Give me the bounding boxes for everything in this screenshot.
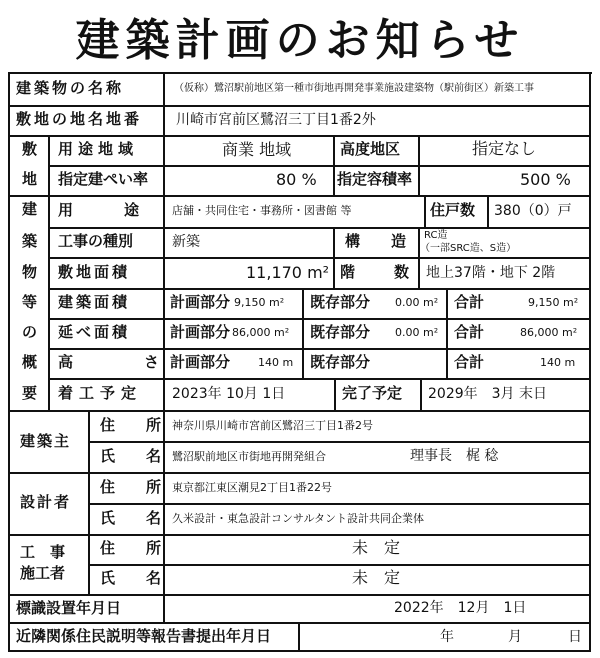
- designer-address-value: 東京都江東区潮見2丁目1番22号: [172, 481, 332, 494]
- owner-address-value: 神奈川県川崎市宮前区鷺沼三丁目1番2号: [172, 419, 373, 432]
- notice-title: 建築計画のお知らせ: [75, 15, 525, 66]
- col-line: [487, 195, 489, 227]
- col-line: [48, 135, 50, 410]
- building-side-label-3: 物: [22, 263, 38, 281]
- completion-value: 2029年 3月 末日: [428, 386, 547, 402]
- col-line: [88, 410, 90, 594]
- col-line: [163, 410, 165, 594]
- col-line: [334, 378, 336, 410]
- contractor-side-label-2: 施工者: [20, 564, 66, 582]
- site-address-label: 敷地の地名地番: [16, 110, 143, 128]
- building-name-label: 建築物の名称: [16, 79, 125, 97]
- work-type-value: 新築: [172, 234, 200, 250]
- owner-name-value: 鷺沼駅前地区市街地再開発組合: [172, 450, 326, 463]
- height-district-value: 指定なし: [472, 139, 537, 158]
- row-line: [48, 227, 591, 229]
- structure-label: 構 造: [345, 232, 415, 250]
- floor-area-planned-label: 計画部分: [170, 323, 231, 341]
- height-existing-label: 既存部分: [310, 353, 371, 371]
- row-line: [48, 257, 591, 259]
- col-line: [420, 378, 422, 410]
- building-area-planned-label: 計画部分: [170, 293, 231, 311]
- contractor-address-value: 未 定: [352, 538, 401, 557]
- completion-label: 完了予定: [342, 384, 403, 402]
- floor-area-existing-label: 既存部分: [310, 323, 371, 341]
- site-area-value: 11,170 m²: [246, 263, 330, 282]
- floor-area-existing-value: 0.00 m²: [395, 326, 439, 339]
- report-date-year: 年: [440, 629, 454, 645]
- col-line: [302, 288, 304, 378]
- row-line: [8, 472, 591, 474]
- building-name-value: （仮称）鷺沼駅前地区第一種市街地再開発事業施設建築物（駅前街区）新築工事: [174, 83, 534, 94]
- height-label: 高 さ: [58, 353, 188, 371]
- frame-bottom: [8, 650, 591, 652]
- designer-name-label: 氏 名: [100, 509, 170, 527]
- contractor-name-label: 氏 名: [100, 569, 170, 587]
- building-area-planned-value: 9,150 m²: [234, 296, 285, 309]
- report-date-label: 近隣関係住民説明等報告書提出年月日: [16, 627, 272, 645]
- height-planned-value: 140 m: [258, 356, 294, 369]
- sign-date-value: 2022年 12月 1日: [394, 600, 527, 616]
- units-value: 380（0）戸: [494, 203, 572, 219]
- contractor-address-label: 住 所: [100, 539, 170, 557]
- col-line: [298, 622, 300, 650]
- floor-area-total-value: 86,000 m²: [520, 326, 578, 339]
- building-area-existing-value: 0.00 m²: [395, 296, 439, 309]
- start-value: 2023年 10月 1日: [172, 386, 286, 402]
- site-area-label: 敷地面積: [58, 263, 131, 281]
- units-label: 住戸数: [430, 201, 476, 219]
- site-side-label-1: 敷: [22, 140, 38, 158]
- site-side-label-2: 地: [22, 170, 38, 188]
- owner-name-label: 氏 名: [100, 447, 170, 465]
- height-total-label: 合計: [454, 353, 485, 371]
- building-area-existing-label: 既存部分: [310, 293, 371, 311]
- owner-side-label: 建築主: [20, 432, 72, 450]
- report-date-month: 月: [508, 629, 522, 645]
- col-line: [163, 72, 165, 135]
- floor-area-label: 延べ面積: [58, 323, 131, 341]
- far-label: 指定容積率: [337, 170, 413, 188]
- structure-value-2: （一部SRC造、S造）: [420, 243, 517, 254]
- designer-side-label: 設計者: [20, 493, 72, 511]
- col-line: [163, 594, 165, 622]
- building-area-total-label: 合計: [454, 293, 485, 311]
- frame-left: [8, 72, 10, 652]
- building-side-label-4: 等: [22, 293, 38, 311]
- contractor-side-label-1: 工 事: [20, 543, 66, 561]
- floor-area-total-label: 合計: [454, 323, 485, 341]
- building-area-label: 建築面積: [58, 293, 131, 311]
- row-line: [8, 135, 591, 137]
- building-side-label-1: 建: [22, 200, 38, 218]
- site-address-value: 川崎市宮前区鷺沼三丁目1番2外: [176, 112, 376, 128]
- floors-label: 階 数: [340, 263, 422, 281]
- building-side-label-7: 要: [22, 384, 38, 402]
- floors-value: 地上37階・地下 2階: [426, 265, 556, 281]
- height-planned-label: 計画部分: [170, 353, 231, 371]
- building-side-label-5: の: [22, 323, 38, 341]
- work-type-label: 工事の種別: [58, 232, 134, 250]
- coverage-label: 指定建ぺい率: [58, 170, 149, 188]
- row-line: [48, 348, 591, 350]
- row-line: [8, 534, 591, 536]
- designer-name-value: 久米設計・東急設計コンサルタント設計共同企業体: [172, 512, 425, 525]
- col-line: [333, 227, 335, 288]
- use-district-label: 用途地域: [58, 140, 139, 158]
- row-line: [48, 165, 591, 167]
- use-value: 店舗・共同住宅・事務所・図書館 等: [172, 204, 352, 217]
- designer-address-label: 住 所: [100, 478, 170, 496]
- use-label: 用 途: [58, 201, 158, 219]
- height-total-value: 140 m: [540, 356, 576, 369]
- start-label: 着工予定: [58, 384, 143, 402]
- height-district-label: 高度地区: [340, 140, 401, 158]
- col-line: [446, 288, 448, 378]
- row-line: [48, 288, 591, 290]
- coverage-value: 80 %: [276, 170, 317, 189]
- far-value: 500 %: [520, 170, 571, 189]
- building-area-total-value: 9,150 m²: [528, 296, 579, 309]
- col-line: [333, 135, 335, 195]
- row-line: [8, 594, 591, 596]
- building-side-label-6: 概: [22, 353, 38, 371]
- sign-date-label: 標識設置年月日: [16, 599, 122, 617]
- report-date-day: 日: [568, 629, 582, 645]
- use-district-value: 商業 地域: [222, 140, 292, 159]
- row-line: [8, 410, 591, 412]
- row-line: [48, 378, 591, 380]
- col-line: [424, 195, 426, 227]
- row-line: [8, 195, 591, 197]
- row-line: [8, 105, 591, 107]
- structure-value-1: RC造: [424, 230, 448, 241]
- owner-representative: 理事長 梶 稔: [410, 448, 499, 464]
- building-side-label-2: 築: [22, 232, 38, 250]
- row-line: [48, 318, 591, 320]
- floor-area-planned-value: 86,000 m²: [232, 326, 290, 339]
- col-line: [418, 135, 420, 195]
- title-divider: [8, 72, 592, 74]
- contractor-name-value: 未 定: [352, 568, 401, 587]
- owner-address-label: 住 所: [100, 416, 170, 434]
